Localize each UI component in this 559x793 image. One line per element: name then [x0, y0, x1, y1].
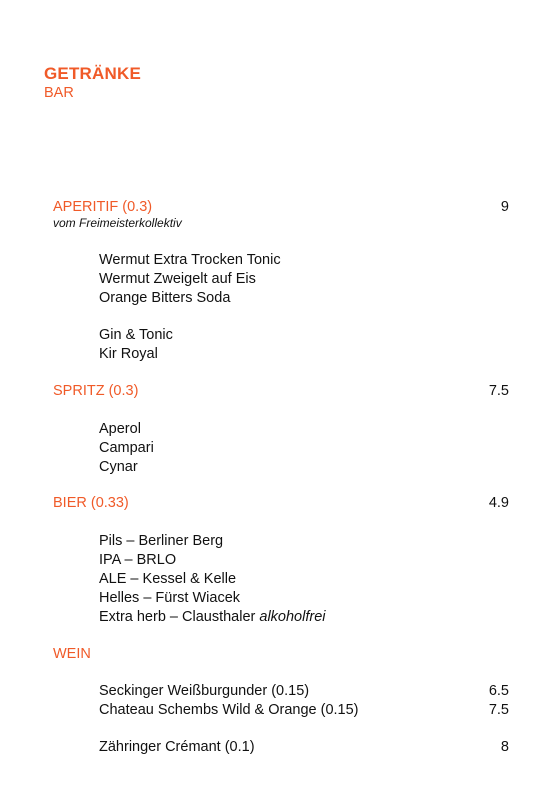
wein-items: [99, 682, 509, 720]
section-wein-header: [53, 645, 509, 663]
list-item: [99, 551, 509, 570]
list-item: [99, 682, 509, 701]
item-label: ALE – Kessel & Kelle: [99, 571, 237, 587]
item-label: Cynar: [99, 459, 138, 475]
wein-cremant: [99, 738, 509, 757]
spritz-items: [99, 420, 509, 477]
list-item: [99, 270, 509, 289]
list-item: [99, 326, 509, 345]
aperitif-group-2: [99, 326, 509, 364]
section-aperitif-name: APERITIF (0.3): [53, 199, 153, 215]
item-label: Aperol: [99, 421, 141, 437]
item-label: Wermut Zweigelt auf Eis: [99, 271, 256, 287]
list-item: [99, 589, 509, 608]
section-spritz-header: [53, 382, 509, 400]
section-bier-header: [53, 494, 509, 512]
list-item: [99, 570, 509, 589]
list-item: [99, 608, 509, 627]
item-label-italic: alkoholfrei: [259, 609, 326, 625]
item-price: 6.5: [488, 683, 509, 699]
section-wein-name: WEIN: [53, 646, 91, 662]
section-aperitif-subtitle: vom Freimeisterkollektiv: [53, 216, 182, 230]
item-label: Pils – Berliner Berg: [99, 533, 224, 549]
item-label: Orange Bitters Soda: [99, 290, 231, 306]
item-label: Zähringer Crémant (0.1): [99, 739, 255, 755]
section-bier-price: 4.9: [488, 495, 509, 511]
item-label: [99, 608, 325, 627]
list-item: [99, 439, 509, 458]
list-item: [99, 345, 509, 364]
list-item: [99, 532, 509, 551]
item-price: 7.5: [488, 702, 509, 718]
page-subtitle: BAR: [44, 85, 74, 101]
item-label: Gin & Tonic: [99, 327, 173, 343]
bier-items: [99, 532, 509, 627]
item-label: Helles – Fürst Wiacek: [99, 590, 241, 606]
item-label-text: Extra herb – Clausthaler: [99, 609, 260, 625]
page-title: GETRÄNKE: [44, 64, 141, 83]
list-item: [99, 701, 509, 720]
section-aperitif-header: [53, 198, 509, 216]
menu-header: [44, 64, 141, 102]
list-item: [99, 289, 509, 308]
item-label: Seckinger Weißburgunder (0.15): [99, 683, 310, 699]
section-spritz-price: 7.5: [488, 383, 509, 399]
list-item: [99, 458, 509, 477]
list-item: [99, 251, 509, 270]
section-spritz-name: SPRITZ (0.3): [53, 383, 139, 399]
list-item: [99, 738, 509, 757]
section-aperitif-price: 9: [500, 199, 509, 215]
item-label: Kir Royal: [99, 346, 158, 362]
list-item: [99, 420, 509, 439]
section-bier-name: BIER (0.33): [53, 495, 129, 511]
item-price: 8: [500, 739, 509, 755]
item-label: Chateau Schembs Wild & Orange (0.15): [99, 702, 359, 718]
aperitif-group-1: [99, 251, 509, 308]
item-label: Wermut Extra Trocken Tonic: [99, 252, 281, 268]
item-label: IPA – BRLO: [99, 552, 177, 568]
item-label: Campari: [99, 440, 154, 456]
